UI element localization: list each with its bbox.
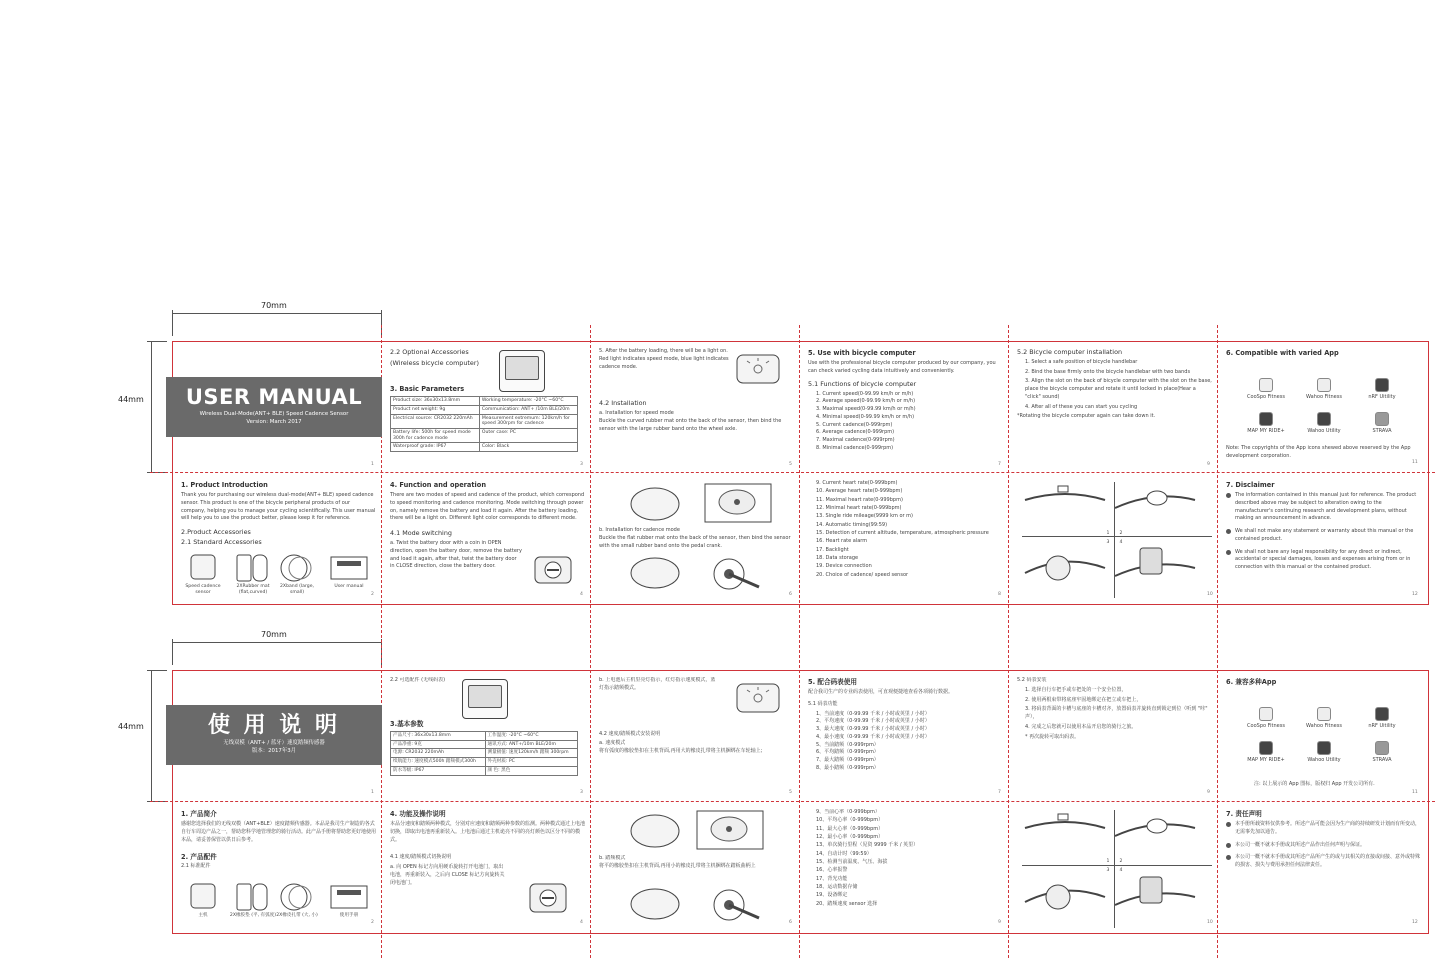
accessory-caption: 使用手册 — [339, 913, 359, 918]
accessory-image — [329, 882, 369, 912]
page-number: 12 — [1412, 592, 1418, 597]
nrf-icon — [1375, 707, 1389, 721]
cadence-install-text-zh: 将平的橡胶垫扣在主机背面,再用小的橡皮扎带将主机捆绑在踏板曲柄上 — [599, 862, 756, 869]
optional-accessories-title-zh: 2.2 可选配件 (无线码表) — [390, 677, 446, 683]
function-item: 9、当前心率（0-999bpm） — [816, 809, 880, 815]
panel-zh-5 — [808, 677, 1003, 797]
function-item: 15、检测当前温度、气压、海拔 — [816, 859, 888, 866]
page-number: 9 — [998, 920, 1001, 925]
manual-title-zh: 使 用 说 明 — [208, 713, 340, 738]
computer-installation-title-zh: 5.2 码表安装 — [1017, 677, 1047, 683]
app-item — [1301, 378, 1347, 400]
spec-row — [391, 749, 578, 758]
installation-step: 3. 将码表背面的卡槽与底座的卡槽对齐，放置码表并旋转直到锁定到位（听到 "咔" 声）， — [1025, 706, 1208, 720]
spec-row — [391, 443, 578, 452]
accessory-caption: Speed cadence sensor — [185, 584, 221, 595]
disclaimer-item: We shall not make any statement or warranty about this manual or the contained product. — [1226, 528, 1421, 544]
mode-switching-title: 4.1 Mode switching — [390, 529, 452, 538]
functions-title: 5.1 Functions of bicycle computer — [808, 379, 917, 388]
installation-note: *Rotating the bicycle computer again can take down it. — [1017, 413, 1156, 420]
function-item: 4. Minimal speed(0-99.99 km/h or m/h) — [816, 413, 915, 420]
installation-title: 4.2 Installation — [599, 399, 647, 408]
panel-en-5b — [808, 480, 1003, 600]
spec-cell: 防水等级: IP67 — [391, 766, 486, 775]
manual-version: Version: March 2017 — [246, 418, 302, 425]
spec-cell: Working temperature: -20°C ~60°C — [479, 397, 577, 406]
cadence-install-illustration-zh — [625, 884, 775, 926]
panel-en-7 — [1226, 480, 1421, 600]
spec-row — [391, 405, 578, 414]
function-item: 11、最大心率（0-999bpm） — [816, 825, 884, 832]
battery-door-illustration — [531, 551, 577, 589]
disclaimer-item: We shall not bare any legal responsibility for any direct or indirect, accidental or special damages, losses and expenses arising from or in connection with this manual or the contained product. — [1226, 549, 1421, 572]
page-number: 10 — [1207, 920, 1213, 925]
use-with-computer-text-zh: 配合我司生产的专业码表使用，可直观便捷地查看各项骑行数据。 — [808, 689, 954, 696]
panel-en-5 — [808, 348, 1003, 468]
strava-icon — [1375, 412, 1389, 426]
standard-accessories-title-zh: 2.1 标准配件 — [181, 862, 211, 869]
function-item: 12. Minimal heart rate(0-999bpm) — [816, 505, 902, 512]
cadence-install-label-zh: b. 踏频模式 — [599, 855, 626, 861]
spec-cell: 颜 色: 黑色 — [485, 766, 578, 775]
width-dimension-top: 70mm — [261, 301, 287, 310]
disclaimer-title-zh: 7. 责任声明 — [1226, 810, 1262, 818]
bike-computer-image — [499, 350, 545, 392]
manual-title: USER MANUAL — [185, 385, 363, 409]
panel-zh-6 — [1226, 677, 1421, 797]
app-item — [1301, 707, 1347, 729]
app-item — [1243, 741, 1289, 763]
accessory-image — [233, 882, 273, 912]
height-dimension-bottom: 44mm — [118, 722, 144, 731]
accessories-title: 2.Product Accessories — [181, 528, 251, 537]
function-item: 5、当前踏频（0-999rpm） — [816, 741, 879, 748]
figure-label: 3 — [1106, 868, 1110, 873]
spec-cell: 通讯方式: ANT+/10m BLE/20m — [485, 740, 578, 749]
battery-door-illustration-zh — [526, 878, 572, 918]
function-item: 1、当前速度（0-99.99 千米 / 小时或英里 / 小时） — [816, 710, 930, 717]
spec-cell: Waterproof grade: IP67 — [391, 443, 480, 452]
panel-en-5-2 — [1017, 348, 1212, 468]
function-item: 12、最小心率（0-999bpm） — [816, 834, 884, 841]
installation-step: 2. 使用两根束带将底座牢固地绑定在把立或车把上， — [1025, 696, 1142, 703]
speed-install-text: Buckle the curved rubber mat onto the back of the sensor, then bind the sensor with the large rubber band onto the wheel axle. — [599, 417, 782, 432]
cadence-install-illustration — [625, 553, 775, 595]
app-name: Wahoo Utility — [1307, 757, 1341, 763]
function-item: 3、最大速度（0-99.99 千米 / 小时或英里 / 小时） — [816, 726, 930, 733]
optional-accessories-text: (Wireless bicycle computer) — [390, 358, 479, 367]
page-number: 11 — [1412, 460, 1418, 465]
app-name: CooSpo Fitness — [1247, 394, 1285, 400]
accessory-caption: 主机 — [198, 913, 208, 918]
function-item: 14、自动计时（99:59） — [816, 850, 872, 857]
function-item: 8、最小踏频（0-999rpm） — [816, 764, 879, 771]
manual-subtitle: Wireless Dual-Mode(ANT+ BLE) Speed Cadence Sensor — [199, 411, 349, 418]
speed-install-text-zh: 将有弧度的橡胶垫扣在主机背面,再用大的橡皮扎带将主机捆绑在车轮轴上; — [599, 748, 763, 754]
accessories-title-zh: 2. 产品配件 — [181, 853, 217, 862]
use-with-computer-text: Use with the professional bicycle computer produced by our company, you can check varied cycling data intuitively and conveniently. — [808, 360, 996, 374]
installation-step: 4. 完成之后您就可以使用本品开启您的骑行之旅。 — [1025, 723, 1137, 730]
function-text: There are two modes of speed and cadence of the product, which correspond to speed monitoring and cadence monitoring. Mode switching through power on, namely remove the battery and load it again. After the battery loading, there will be a light on. Different light color corresponds to different mode. — [390, 492, 585, 522]
page-number: 5 — [789, 462, 792, 467]
function-item: 10. Average heart rate(0-999bpm) — [816, 488, 903, 495]
mode-switching-text: a. Twist the battery door with a coin in OPEN direction, open the battery door, remove the battery and load it again, after that, twist the battery door in CLOSE direction, close the battery door. — [390, 540, 522, 570]
spec-cell: Color: Black — [479, 443, 577, 452]
app-name: Wahoo Fitness — [1306, 394, 1342, 400]
map-icon — [1259, 741, 1273, 755]
speed-install-illustration-zh — [625, 809, 775, 853]
intro-title: 1. Product Introduction — [181, 481, 268, 489]
intro-text-zh: 感谢您选择我们的无线双模（ANT+BLE）速度踏频传感器。本品是我司生产制造的各式自行车周边产品之一，帮助您科学地管理您的骑行活动。此产品手册将帮助您更好地使用本品，请妥善保管以供日后参考。 — [181, 821, 376, 843]
speed-install-label: a. Installation for speed mode — [599, 410, 674, 417]
compatible-apps-title-zh: 6. 兼容多种App — [1226, 678, 1277, 686]
accessory-caption: 2X橡皮扎带 (大, 小) — [276, 913, 318, 918]
function-item: 2、平均速度（0-99.99 千米 / 小时或英里 / 小时） — [816, 718, 930, 725]
compatible-apps-title: 6. Compatible with varied App — [1226, 349, 1339, 357]
spec-cell: 续航能力: 速度模式500h 踏频模式300h — [391, 758, 486, 767]
app-item — [1243, 707, 1289, 729]
sensor-light-illustration-zh — [731, 678, 789, 718]
installation-figures-zh — [1020, 806, 1200, 928]
page-number: 6 — [789, 920, 792, 925]
spec-cell: Product net weight: 9g — [391, 405, 480, 414]
function-item: 18、运动数据存储 — [816, 884, 858, 891]
accessory-image — [329, 553, 369, 583]
spec-cell: 外壳材质: PC — [485, 758, 578, 767]
function-text-zh: 本品分速度和踏频两种模式，分别对应速度和踏频两种参数的监测。两种模式通过上电池切换，即取出电池再重新装入。上电池后通过主机诡亮不同的亮灯颜色以区分不同的模式。 — [390, 821, 585, 843]
spec-table-zh — [390, 731, 578, 776]
function-item: 6、平均踏频（0-999rpm） — [816, 749, 879, 756]
gear-icon — [1259, 707, 1273, 721]
computer-installation-title: 5.2 Bicycle computer installation — [1017, 348, 1123, 356]
page-number: 2 — [371, 592, 374, 597]
app-item — [1359, 741, 1405, 763]
function-item: 13. Single ride mileage(9999 km or m) — [816, 513, 913, 520]
figure-label: 2 — [1119, 531, 1123, 536]
figure-label: 1 — [1106, 531, 1110, 536]
function-item: 10、平均心率（0-999bpm） — [816, 817, 884, 824]
function-item: 2. Average speed(0-99.99 km/h or m/h) — [816, 398, 916, 405]
page-number: 8 — [998, 592, 1001, 597]
cover-banner-en — [166, 377, 382, 437]
panel-zh-5b — [808, 809, 1003, 929]
spec-row — [391, 397, 578, 406]
function-item: 5. Current cadence(0-999rpm) — [816, 421, 893, 428]
page-number: 10 — [1207, 592, 1213, 597]
app-name: nRF Uitility — [1368, 394, 1396, 400]
accessory-caption: 2X橡胶垫 (平, 有弧度) — [229, 913, 277, 918]
panel-zh-7 — [1226, 809, 1421, 929]
fold-line-h1 — [150, 472, 1435, 473]
page-number: 4 — [580, 920, 583, 925]
page-number: 4 — [580, 592, 583, 597]
spec-row — [391, 429, 578, 443]
function-item: 6. Average cadence(0-999rpm) — [816, 429, 895, 436]
function-item: 17. Backlight — [816, 546, 849, 553]
app-name: nRF Uitility — [1368, 723, 1396, 729]
function-item: 19. Device connection — [816, 563, 872, 570]
spec-cell: Electrical source: CR2032 220mAh — [391, 414, 480, 428]
page-number: 1 — [371, 790, 374, 795]
function-item: 7. Maximal cadence(0-999rpm) — [816, 437, 895, 444]
installation-figures — [1020, 478, 1200, 598]
panel-en-2-2 — [390, 348, 585, 468]
function-item: 7、最大踏频（0-999rpm） — [816, 757, 879, 764]
use-with-computer-title-zh: 5. 配合码表使用 — [808, 678, 857, 686]
installation-note-zh: * 再次旋转可取出码表。 — [1025, 733, 1080, 740]
strava-icon — [1375, 741, 1389, 755]
function-item: 20、踏频速度 sensor 选择 — [816, 900, 878, 907]
spec-row — [391, 740, 578, 749]
spec-cell: Outer case: PC — [479, 429, 577, 443]
battery-light-text-zh: b. 上电池后主机里亮灯指示，红灯指示速度模式，蓝灯指示踏频模式。 — [599, 677, 716, 691]
page-number: 2 — [371, 920, 374, 925]
spec-cell: Communication: ANT+ /10m BLE/20m — [479, 405, 577, 414]
accessory-image — [277, 553, 317, 583]
function-item: 8. Minimal cadence(0-999rpm) — [816, 444, 894, 451]
accessory-image — [183, 553, 223, 583]
mode-switching-title-zh: 4.1 速度/踏频模式切换说明 — [390, 854, 452, 861]
cadence-install-text: Buckle the flat rubber mat onto the back of the sensor, then bind the sensor with the small rubber band onto the pedal crank. — [599, 534, 791, 549]
figure-label: 4 — [1119, 868, 1123, 873]
sensor-light-illustration — [731, 349, 789, 389]
height-dimension-top: 44mm — [118, 395, 144, 404]
accessory-caption: 2Xband (large, small) — [280, 584, 314, 595]
map-icon — [1259, 412, 1273, 426]
function-title-zh: 4. 功能及操作说明 — [390, 810, 446, 818]
disclaimer-title: 7. Disclaimer — [1226, 481, 1275, 489]
manual-subtitle-zh: 无线双模（ANT+ / 蓝牙）速度踏频传感器 — [223, 740, 325, 747]
bike-icon — [1317, 378, 1331, 392]
spec-row — [391, 758, 578, 767]
page-number: 7 — [998, 790, 1001, 795]
accessory-caption: 2XRubber mat (flat,curved) — [236, 584, 270, 595]
functions-title-zh: 5.1 码表功能 — [808, 700, 838, 707]
function-item: 1. Current speed(0-99.99 km/h or m/h) — [816, 390, 914, 397]
app-item — [1359, 707, 1405, 729]
panel-zh-5-2 — [1017, 677, 1212, 797]
accessory-image — [277, 882, 317, 912]
optional-accessories-title: 2.2 Optional Accessories — [390, 348, 469, 356]
function-item: 17、背光功能 — [816, 875, 848, 882]
installation-step: 2. Bind the base firmly onto the bicycle handlebar with two bands — [1025, 368, 1191, 375]
app-name: STRAVA — [1372, 428, 1392, 434]
accessory-image — [233, 553, 273, 583]
disclaimer-item: 本公司一概不就本手册或其所述产品所产生的或与其相关的直接或间接、意外或特殊的损害、损失与费用承担任何法律责任。 — [1226, 854, 1421, 870]
app-item — [1243, 378, 1289, 400]
spec-cell: Measurement extremum: 120km/h for speed 300rpm for cadence — [479, 414, 577, 428]
standard-accessories-title: 2.1 Standard Accessories — [181, 538, 262, 547]
page-number: 11 — [1412, 790, 1418, 795]
app-item — [1243, 412, 1289, 434]
function-item: 11. Maximal heart rate(0-999bpm) — [816, 496, 903, 503]
app-name: MAP MY RIDE+ — [1247, 757, 1285, 763]
app-item — [1301, 412, 1347, 434]
apps-note: Note: The copyrights of the App icons shewed above reserved by the App development corporation. — [1226, 445, 1411, 459]
spec-row — [391, 414, 578, 428]
function-item: 18. Data storage — [816, 555, 859, 562]
page-number: 3 — [580, 462, 583, 467]
spec-cell: 测量极值: 速度120km/h 踏频 300rpm — [485, 749, 578, 758]
app-name: CooSpo Fitness — [1247, 723, 1285, 729]
disclaimer-item: 本公司一概不就本手册或其所述产品作出任何声明与保证。 — [1226, 842, 1421, 850]
installation-step: 4. After all of these you can start you cycling — [1025, 403, 1138, 410]
bike-icon — [1317, 707, 1331, 721]
function-item: 13、单次骑行里程（见资 9999 千米 / 英里） — [816, 842, 919, 849]
app-name: MAP MY RIDE+ — [1247, 428, 1285, 434]
use-with-computer-title: 5. Use with bicycle computer — [808, 349, 916, 357]
page-number: 1 — [371, 462, 374, 467]
spec-row — [391, 766, 578, 775]
app-name: Wahoo Fitness — [1306, 723, 1342, 729]
function-item: 19、设备绑定 — [816, 892, 848, 899]
spec-cell: 产品净重: 9克 — [391, 740, 486, 749]
installation-step: 1. Select a safe position of bicycle handlebar — [1025, 358, 1138, 365]
intro-text: Thank you for purchasing our wireless dual-mode(ANT+ BLE) speed cadence sensor. This product is one of the bicycle peripheral products of our company, helping you to manage your cycling scientifically. This user manual will help you to use the product better, please keep it for reference. — [181, 492, 376, 522]
page-number: 9 — [1207, 790, 1210, 795]
app-item — [1301, 741, 1347, 763]
accessory-caption: User manual — [334, 584, 364, 589]
page-number: 6 — [789, 592, 792, 597]
page-number: 7 — [998, 462, 1001, 467]
page-number: 12 — [1412, 920, 1418, 925]
mode-switching-text-zh: a. 向 OPEN 标记方向用硬币旋转打开电池门，取出电池，再重新装入，之后向 CLOSE 标记方向旋转关闭电池门。 — [390, 864, 505, 886]
figure-label: 2 — [1119, 859, 1123, 864]
cadence-install-label: b. Installation for cadence mode — [599, 527, 680, 533]
nrf-icon — [1375, 378, 1389, 392]
spec-table-en — [390, 396, 578, 452]
spec-cell: Battery life: 500h for speed mode 300h for cadence mode — [391, 429, 480, 443]
function-item: 14. Automatic timing(99:59) — [816, 521, 888, 528]
width-dimension-bottom: 70mm — [261, 630, 287, 639]
spec-cell: Product size: 36x30x13.8mm — [391, 397, 480, 406]
app-name: STRAVA — [1372, 757, 1392, 763]
cover-banner-zh — [166, 705, 382, 765]
figure-label: 3 — [1106, 540, 1110, 545]
function-item: 16、心率报警 — [816, 867, 848, 874]
page-number: 9 — [1207, 462, 1210, 467]
basic-parameters-title: 3. Basic Parameters — [390, 384, 465, 393]
intro-title-zh: 1. 产品简介 — [181, 810, 217, 818]
function-item: 16. Heart rate alarm — [816, 538, 868, 545]
installation-step: 1. 选择自行车把手或车把处的一个安全位置， — [1025, 686, 1127, 693]
speed-install-label-zh: a. 速度模式 — [599, 740, 626, 747]
app-item — [1359, 412, 1405, 434]
function-item: 3. Maximal speed(0-99.99 km/h or m/h) — [816, 406, 916, 413]
bike-computer-image-zh — [462, 679, 508, 719]
figure-label: 1 — [1106, 859, 1110, 864]
wahoo-icon — [1317, 741, 1331, 755]
installation-title-zh: 4.2 速度/踏频模式安装说明 — [599, 730, 661, 737]
page-number: 5 — [789, 790, 792, 795]
disclaimer-item: 本手册所载资料仅供参考。所述产品可能会因为生产商的持续研发计划而有所变动，无需事先加以通告。 — [1226, 821, 1421, 837]
accessory-image — [183, 882, 223, 912]
spec-cell: 产品尺寸: 36x30x13.8mm — [391, 731, 486, 740]
function-item: 4、最小速度（0-99.99 千米 / 小时或英里 / 小时） — [816, 733, 930, 740]
apps-note-zh: 注: 以上展示的 App 图标，版权归 App 开发公司所有. — [1254, 781, 1375, 787]
function-item: 9. Current heart rate(0-999bpm) — [816, 480, 898, 486]
fold-line-h2 — [150, 801, 1435, 802]
wahoo-icon — [1317, 412, 1331, 426]
gear-icon — [1259, 378, 1273, 392]
figure-label: 4 — [1119, 540, 1123, 545]
spec-cell: 电源: CR2032 220mAh — [391, 749, 486, 758]
page-number: 3 — [580, 790, 583, 795]
installation-step: 3. Align the slot on the back of bicycle computer with the slot on the base, place the bicycle computer and rotate it until locked in place(Hear a "click" sound) — [1025, 378, 1212, 400]
function-title: 4. Function and operation — [390, 481, 487, 489]
spec-cell: 工作温度: -20°C ~60°C — [485, 731, 578, 740]
disclaimer-item: The information contained in this manual just for reference. The product described above may be subject to alteration owing to the manufacturer's continuing research and development plans, without making an announcement in advance. — [1226, 492, 1421, 523]
manual-version-zh: 版本：2017年3月 — [251, 747, 297, 754]
function-item: 15. Detection of current altitude, temperature, atmospheric pressure — [816, 530, 989, 537]
panel-zh-4-2b — [599, 855, 794, 887]
basic-parameters-title-zh: 3.基本参数 — [390, 719, 424, 728]
panel-en-6 — [1226, 348, 1421, 468]
spec-row — [391, 731, 578, 740]
battery-light-text: 5. After the battery loading, there will be a light on. Red light indicates speed mode, blue light indicates cadence mode. — [599, 348, 729, 370]
speed-install-illustration — [625, 482, 775, 526]
app-name: Wahoo Utility — [1307, 428, 1341, 434]
function-item: 20. Choice of cadence/ speed sensor — [816, 571, 909, 578]
app-item — [1359, 378, 1405, 400]
